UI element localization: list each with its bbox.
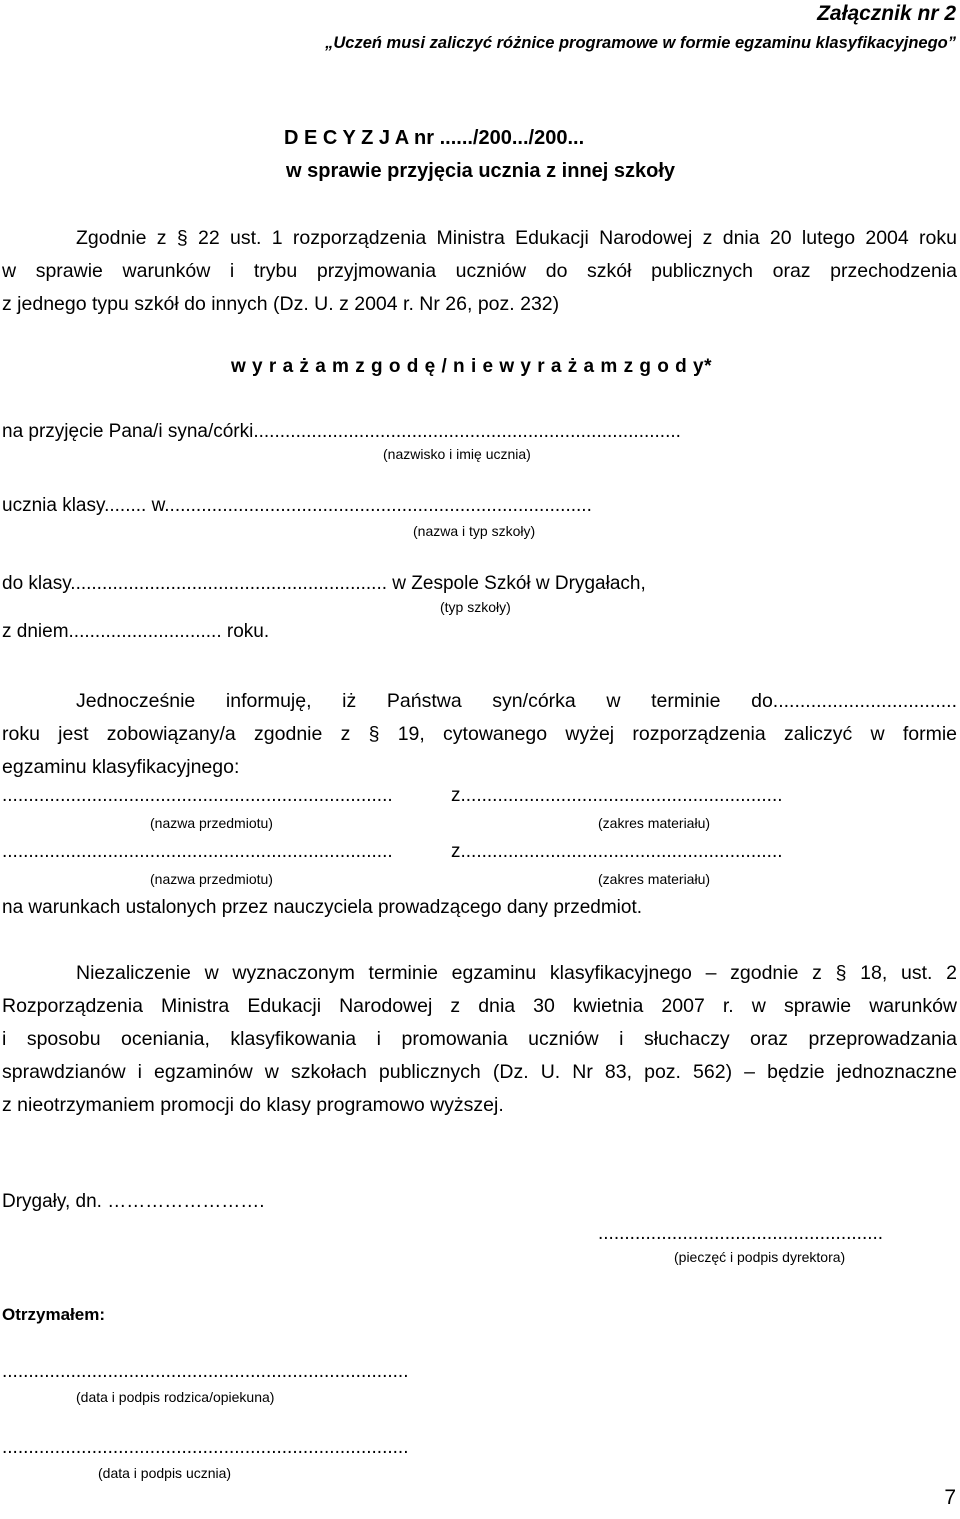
legal-basis-line: w sprawie warunków i trybu przyjmowania uczniów do szkół publicznych oraz przechodzenia — [2, 260, 957, 282]
legal-basis-line: Zgodnie z § 22 ust. 1 rozporządzenia Ministra Edukacji Narodowej z dnia 20 lutego 2004 roku — [76, 227, 957, 249]
class-from-caption: (nazwa i typ szkoły) — [413, 523, 536, 539]
decision-subject: w sprawie przyjęcia ucznia z innej szkoły — [286, 160, 676, 182]
subject-scope-caption: (zakres materiału) — [598, 815, 711, 831]
legal-basis-line: z jednego typu szkół do innych (Dz. U. z 2004 r. Nr 26, poz. 232) — [2, 293, 560, 315]
warning-line: sprawdzianów i egzaminów w szkołach publicznych (Dz. U. Nr 83, poz. 562) – będzie jednoznaczne — [2, 1061, 957, 1083]
class-to-caption: (typ szkoły) — [440, 599, 511, 615]
legal-basis — [2, 222, 957, 321]
warning-line: z nieotrzymaniem promocji do klasy programowo wyższej. — [2, 1094, 504, 1116]
admission-caption: (nazwisko i imię ucznia) — [383, 446, 531, 462]
date-field: z dniem............................. roku. — [2, 621, 270, 642]
received-label: Otrzymałem: — [2, 1305, 105, 1324]
student-signature-caption: (data i podpis ucznia) — [98, 1465, 232, 1481]
parent-signature-caption: (data i podpis rodzica/opiekuna) — [76, 1389, 275, 1405]
info-paragraph — [2, 685, 957, 784]
class-to-field: do klasy............................................................ w Zespole Szkół w Drygałach, — [2, 573, 646, 594]
subject-scope-field: z............................................................. — [451, 841, 783, 862]
place-date-field: Drygały, dn. ……………………. — [2, 1191, 265, 1212]
director-signature-caption: (pieczęć i podpis dyrektora) — [674, 1249, 846, 1265]
subject-scope-caption: (zakres materiału) — [598, 871, 711, 887]
subject-name-field: .......................................................................... — [2, 785, 393, 806]
warning-paragraph — [2, 957, 957, 1122]
info-line: Jednocześnie informuję, iż Państwa syn/córka w terminie do.................................. — [76, 690, 957, 712]
info-line: egzaminu klasyfikacyjnego: — [2, 756, 240, 778]
attachment-label: Załącznik nr 2 — [817, 2, 956, 25]
warning-line: Rozporządzenia Ministra Edukacji Narodowej z dnia 30 kwietnia 2007 r. w sprawie warunków — [2, 995, 957, 1017]
subject-name-field: .......................................................................... — [2, 841, 393, 862]
conditions-text: na warunkach ustalonych przez nauczyciela prowadzącego dany przedmiot. — [2, 897, 643, 918]
class-from-field: ucznia klasy........ w................................................................................. — [2, 495, 592, 516]
warning-line: Niezaliczenie w wyznaczonym terminie egzaminu klasyfikacyjnego – zgodnie z § 18, ust. 2 — [76, 962, 957, 984]
student-signature-line: ............................................................................. — [2, 1437, 409, 1458]
consent-statement: w y r a ż a m z g o d ę / n i e w y r a ż a m z g o d y* — [231, 356, 712, 377]
subject-name-caption: (nazwa przedmiotu) — [150, 815, 273, 831]
director-signature-line: ...................................................... — [598, 1223, 884, 1244]
info-line: roku jest zobowiązany/a zgodnie z § 19, cytowanego wyżej rozporządzenia zaliczyć w formie — [2, 723, 957, 745]
subject-scope-field: z............................................................. — [451, 785, 783, 806]
warning-line: i sposobu oceniania, klasyfikowania i promowania uczniów i słuchaczy oraz przeprowadzania — [2, 1028, 957, 1050]
attachment-subtitle: „Uczeń musi zaliczyć różnice programowe w formie egzaminu klasyfikacyjnego” — [325, 34, 956, 52]
decision-title: D E C Y Z J A nr ....../200.../200... — [284, 127, 585, 149]
subject-name-caption: (nazwa przedmiotu) — [150, 871, 273, 887]
parent-signature-line: ............................................................................. — [2, 1361, 409, 1382]
admission-field: na przyjęcie Pana/i syna/córki................................................................................. — [2, 421, 681, 442]
page-number: 7 — [944, 1486, 956, 1509]
